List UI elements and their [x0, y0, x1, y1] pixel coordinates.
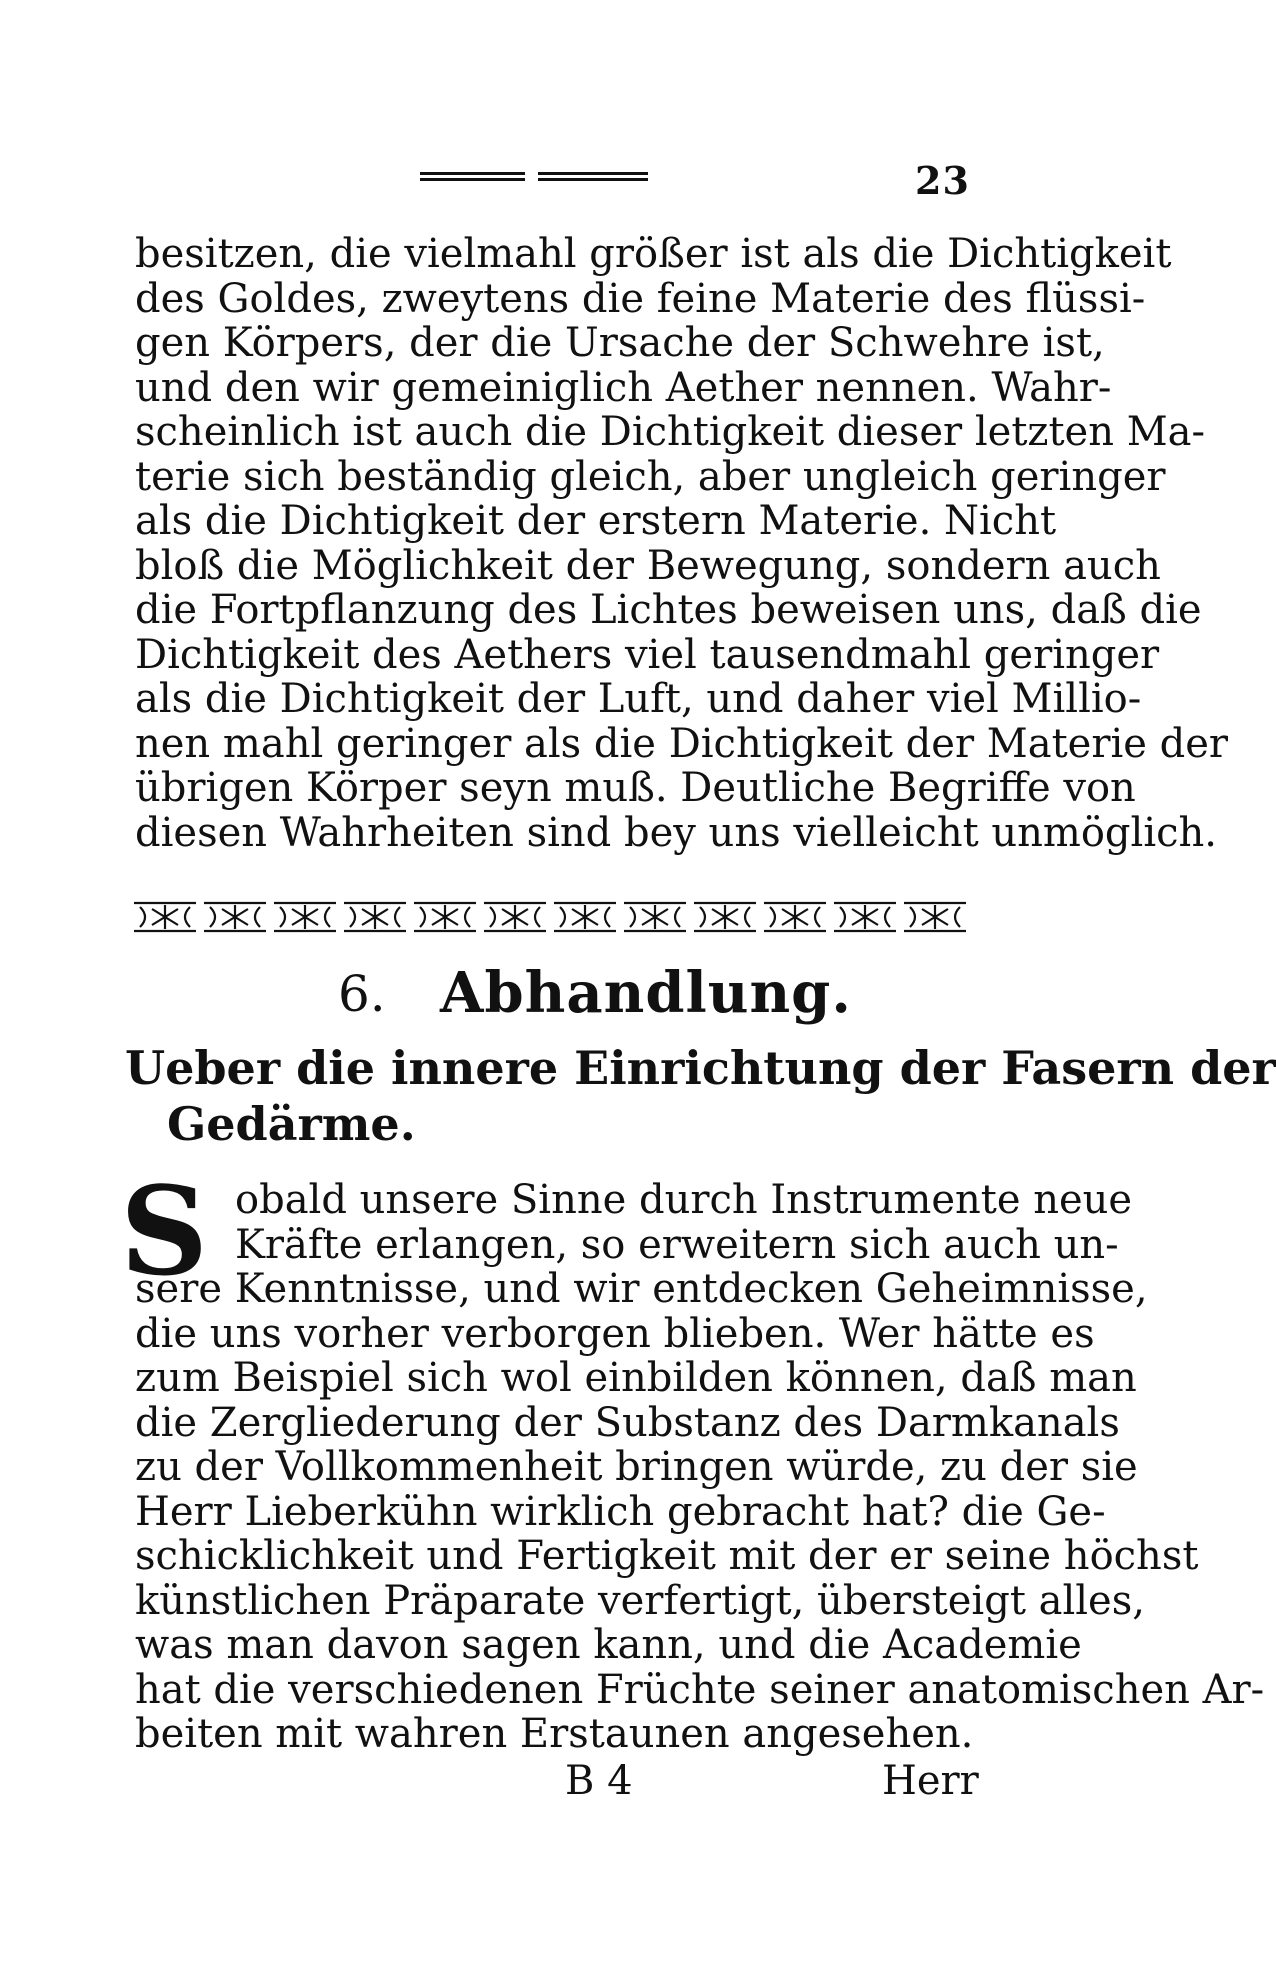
paragraph-continued: [135, 231, 1229, 856]
text-line: terie sich beständig gleich, aber ungleich geringer: [135, 453, 1166, 500]
signature-mark: B 4: [565, 1758, 633, 1804]
text-line: und den wir gemeiniglich Aether nennen. Wahr-: [135, 364, 1112, 411]
ornament-unit: [484, 903, 546, 931]
text-line: diesen Wahrheiten sind bey uns vielleicht unmöglich.: [135, 809, 1217, 856]
text-line: als die Dichtigkeit der Luft, und daher viel Millio-: [135, 676, 1142, 722]
text-line: was man davon sagen kann, und die Academie: [135, 1622, 1082, 1668]
page-number: 23: [915, 158, 970, 203]
ornament-unit: [344, 903, 406, 931]
text-line: beiten mit wahren Erstaunen angesehen.: [135, 1711, 974, 1757]
ornament-unit: [764, 903, 826, 931]
text-line: die Fortpflanzung des Lichtes beweisen uns, daß die: [135, 587, 1202, 633]
text-line: scheinlich ist auch die Dichtigkeit dieser letzten Ma-: [135, 409, 1206, 455]
text-line: übrigen Körper seyn muß. Deutliche Begriffe von: [135, 765, 1136, 811]
ornament-unit: [554, 903, 616, 931]
text-line: zu der Vollkommenheit bringen würde, zu der sie: [135, 1444, 1138, 1490]
text-line: sere Kenntnisse, und wir entdecken Geheimnisse,: [135, 1266, 1148, 1312]
text-line: Dichtigkeit des Aethers viel tausendmahl geringer: [135, 631, 1160, 678]
text-line: die Zergliederung der Substanz des Darmkanals: [135, 1399, 1120, 1446]
text-line: Kräfte erlangen, so erweitern sich auch un-: [235, 1221, 1119, 1268]
header-double-rule: [420, 172, 700, 184]
section-heading: Abhandlung.: [440, 960, 852, 1026]
text-line: obald unsere Sinne durch Instrumente neue: [235, 1177, 1133, 1223]
text-line: nen mahl geringer als die Dichtigkeit der Materie der: [135, 720, 1229, 767]
ornament-unit: [274, 903, 336, 931]
drop-cap: S: [120, 1159, 209, 1303]
printer-ornament-border: [130, 895, 970, 939]
text-line: hat die verschiedenen Früchte seiner anatomischen Ar-: [135, 1666, 1265, 1713]
text-line: bloß die Möglichkeit der Bewegung, sondern auch: [135, 542, 1161, 589]
ornament-unit: [694, 903, 756, 931]
ornament-unit: [904, 903, 966, 931]
text-line: zum Beispiel sich wol einbilden können, daß man: [135, 1355, 1137, 1401]
ornament-unit: [204, 903, 266, 931]
text-line: künstlichen Präparate verfertigt, übersteigt alles,: [135, 1577, 1145, 1624]
subtitle-line: Gedärme.: [167, 1097, 416, 1151]
text-line: des Goldes, zweytens die feine Materie des flüssi-: [135, 275, 1146, 322]
ornament-unit: [624, 903, 686, 931]
text-line: besitzen, die vielmahl größer ist als die Dichtigkeit: [135, 231, 1172, 277]
ornament-unit: [414, 903, 476, 931]
text-line: gen Körpers, der die Ursache der Schwehre ist,: [135, 320, 1105, 366]
paragraph-main: [135, 1177, 1265, 1757]
section-subtitle: [125, 1040, 1276, 1152]
text-line: die uns vorher verborgen blieben. Wer hätte es: [135, 1310, 1095, 1357]
subtitle-line: Ueber die innere Einrichtung der Fasern der: [125, 1041, 1276, 1095]
text-line: Herr Lieberkühn wirklich gebracht hat? die Ge-: [135, 1488, 1106, 1535]
text-line: schicklichkeit und Fertigkeit mit der er seine höchst: [135, 1533, 1199, 1579]
ornament-unit: [834, 903, 896, 931]
text-line: als die Dichtigkeit der erstern Materie. Nicht: [135, 498, 1057, 544]
section-number: 6.: [338, 965, 386, 1023]
ornament-unit: [134, 903, 196, 931]
catchword: Herr: [882, 1758, 979, 1804]
